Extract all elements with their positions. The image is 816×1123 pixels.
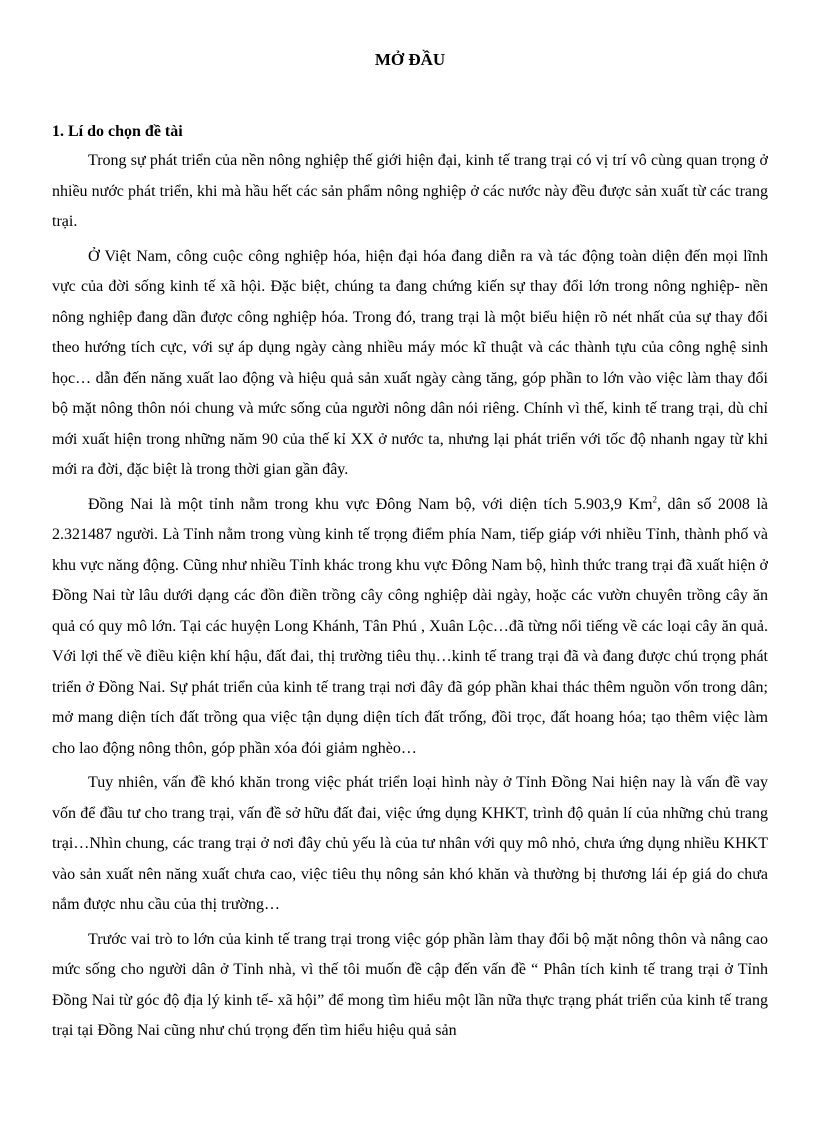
paragraph-3 (52, 490, 768, 765)
paragraph-5: Trước vai trò to lớn của kinh tế trang trại trong việc góp phần làm thay đổi bộ mặt nông thôn và nâng cao mức sống cho người dân ở Tỉnh nhà, vì thế tôi muốn đề cập đến vấn đề “ Phân tích kinh tế trang trại ở Tỉnh Đồng Nai từ góc độ địa lý kinh tế- xã hội” để mong tìm hiểu một lần nữa thực trạng phát triển của kinh tế trang trại tại Đồng Nai cũng như chú trọng đến tìm hiểu hiệu quả sản (52, 930, 768, 1039)
section-heading: 1. Lí do chọn đề tài (52, 123, 183, 140)
paragraph-4: Tuy nhiên, vấn đề khó khăn trong việc phát triển loại hình này ở Tỉnh Đồng Nai hiện nay là vấn đề vay vốn để đầu tư cho trang trại, vấn đề sở hữu đất đai, việc ứng dụng KHKT, trình độ quản lí của những chủ trang trại…Nhìn chung, các trang trại ở nơi đây chủ yếu là của tư nhân với quy mô nhỏ, chưa ứng dụng nhiều KHKT vào sản xuất nên năng xuất chưa cao, việc tiêu thụ nông sản khó khăn và thường bị thương lái ép giá do chưa nắm được nhu cầu của thị trường… (52, 774, 768, 913)
area-unit-superscript: 2 (652, 494, 658, 505)
document-page (52, 0, 768, 1123)
paragraph-3-part-1: Đồng Nai là một tỉnh nằm trong khu vực Đông Nam bộ, với diện tích 5.903,9 Km (88, 495, 653, 513)
paragraph-3-part-2: , dân số 2008 là 2.321487 người. Là Tỉnh nằm trong vùng kinh tế trọng điểm phía Nam, tiếp giáp với nhiều Tỉnh, thành phố và khu vực năng động. Cũng như nhiều Tỉnh khác trong khu vực Đông Nam bộ, hình thức trang trại đã xuất hiện ở Đồng Nai từ lâu dưới dạng các đồn điền trồng cây công nghiệp dài ngày, hoặc các vườn chuyên trồng cây ăn quả có quy mô lớn. Tại các huyện Long Khánh, Tân Phú , Xuân Lộc…đã từng nổi tiếng về các loại cây ăn quả. Với lợi thế về điều kiện khí hậu, đất đai, thị trường tiêu thụ…kinh tế trang trại đã và đang được chú trọng phát triển ở Đồng Nai. Sự phát triển của kinh tế trang trại nơi đây đã góp phần khai thác thêm nguồn vốn trong dân; mở mang diện tích đất trồng qua việc tận dụng diện tích đất trống, đồi trọc, đất hoang hóa; tạo thêm việc làm cho lao động nông thôn, góp phần xóa đói giảm nghèo… (52, 495, 768, 757)
body-text (52, 146, 768, 1051)
paragraph-1: Trong sự phát triển của nền nông nghiệp thế giới hiện đại, kinh tế trang trại có vị trí vô cùng quan trọng ở nhiều nước phát triển, khi mà hầu hết các sản phẩm nông nghiệp ở các nước này đều được sản xuất từ các trang trại. (52, 152, 768, 230)
page-title: MỞ ĐẦU (374, 50, 446, 69)
paragraph-2: Ở Việt Nam, công cuộc công nghiệp hóa, hiện đại hóa đang diễn ra và tác động toàn diện đến mọi lĩnh vực của đời sống kinh tế xã hội. Đặc biệt, chúng ta đang chứng kiến sự thay đổi lớn trong nông nghiệp- nền nông nghiệp đang dần được công nghiệp hóa. Trong đó, trang trại là một biểu hiện rõ nét nhất của sự thay đổi theo hướng tích cực, với sự áp dụng ngày càng nhiều máy móc kĩ thuật và các thành tựu của công nghệ sinh học… dẫn đến năng xuất lao động và hiệu quả sản xuất ngày càng tăng, góp phần to lớn vào việc làm thay đổi bộ mặt nông thôn nói chung và mức sống của người nông dân nói riêng. Chính vì thế, kinh tế trang trại, dù chỉ mới xuất hiện trong những năm 90 của thế kỉ XX ở nước ta, nhưng lại phát triển với tốc độ nhanh ngay từ khi mới ra đời, đặc biệt là trong thời gian gần đây. (52, 247, 768, 478)
